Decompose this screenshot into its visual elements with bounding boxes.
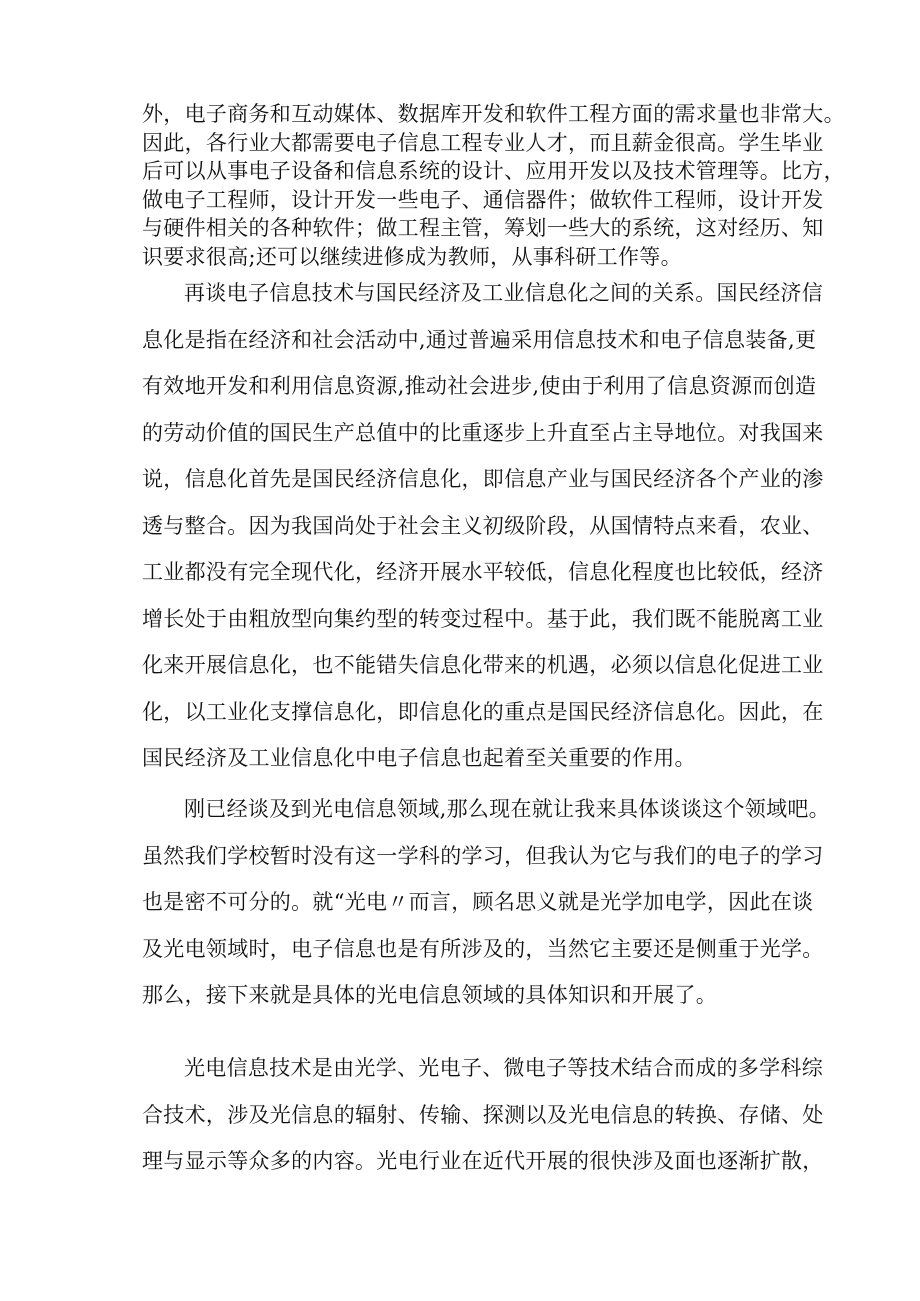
text-line: 因此，各行业大都需要电子信息工程专业人才，而且薪金很高。学生毕业 — [142, 130, 824, 155]
text-line: 化来开展信息化，也不能错失信息化带来的机遇，必须以信息化促进工业 — [142, 653, 824, 677]
text-line: 外，电子商务和互动媒体、数据库开发和软件工程方面的需求量也非常大。 — [142, 102, 845, 126]
text-line: 后可以从事电子设备和信息系统的设计、应用开发以及技术管理等。比方， — [142, 159, 845, 183]
text-line: 工业都没有完全现代化，经济开展水平较低，信息化程度也比较低，经济 — [142, 560, 824, 584]
paragraph-1 — [142, 100, 845, 271]
text-line: 也是密不可分的。就“光电〃而言，顾名思义就是光学加电学，因此在谈 — [142, 890, 814, 914]
text-line: 化，以工业化支撑信息化，即信息化的重点是国民经济信息化。因此，在 — [142, 699, 824, 724]
text-line: 增长处于由粗放型向集约型的转变过程中。基于此，我们既不能脱离工业 — [142, 606, 824, 631]
text-line: 国民经济及工业信息化中电子信息也起着至关重要的作用。 — [142, 746, 696, 770]
text-line: 及光电领域时，电子信息也是有所涉及的，当然它主要还是侧重于光学。 — [142, 936, 824, 961]
paragraph-4 — [142, 1045, 824, 1185]
text-line: 有效地开发和利用信息资源,推动社会进步,使由于利用了信息资源而创造 — [142, 374, 817, 398]
text-line: 合技术，涉及光信息的辐射、传输、探测以及光电信息的转换、存储、处 — [142, 1102, 824, 1127]
text-line: 那么，接下来就是具体的光电信息领域的具体知识和开展了。 — [142, 983, 718, 1007]
text-line: 的劳动价值的国民生产总值中的比重逐步上升直至占主导地位。对我国来 — [142, 420, 824, 445]
text-line: 理与显示等众多的内容。光电行业在近代开展的很快涉及面也逐渐扩散， — [142, 1149, 824, 1173]
text-line: 与硬件相关的各种软件；做工程主管，筹划一些大的系统，这对经历、知 — [142, 216, 824, 240]
text-line: 说，信息化首先是国民经济信息化，即信息产业与国民经济各个产业的渗 — [142, 467, 824, 491]
text-line: 再谈电子信息技术与国民经济及工业信息化之间的关系。国民经济信 — [184, 281, 823, 305]
text-line: 刚已经谈及到光电信息领域,那么现在就让我来具体谈谈这个领域吧。 — [184, 797, 830, 821]
text-line: 虽然我们学校暂时没有这一学科的学习，但我认为它与我们的电子的学习 — [142, 843, 824, 868]
text-line: 识要求很高;还可以继续进修成为教师，从事科研工作等。 — [142, 244, 682, 269]
text-line: 光电信息技术是由光学、光电子、微电子等技术结合而成的多学科综 — [184, 1056, 823, 1080]
paragraph-3 — [142, 786, 830, 1019]
text-line: 息化是指在经济和社会活动中,通过普遍采用信息技术和电子信息装备,更 — [142, 327, 817, 352]
paragraph-2 — [142, 270, 824, 782]
text-line: 做电子工程师，设计开发一些电子、通信器件；做软件工程师，设计开发 — [142, 187, 824, 212]
text-line: 透与整合。因为我国尚处于社会主义初级阶段，从国情特点来看，农业、 — [142, 513, 824, 538]
